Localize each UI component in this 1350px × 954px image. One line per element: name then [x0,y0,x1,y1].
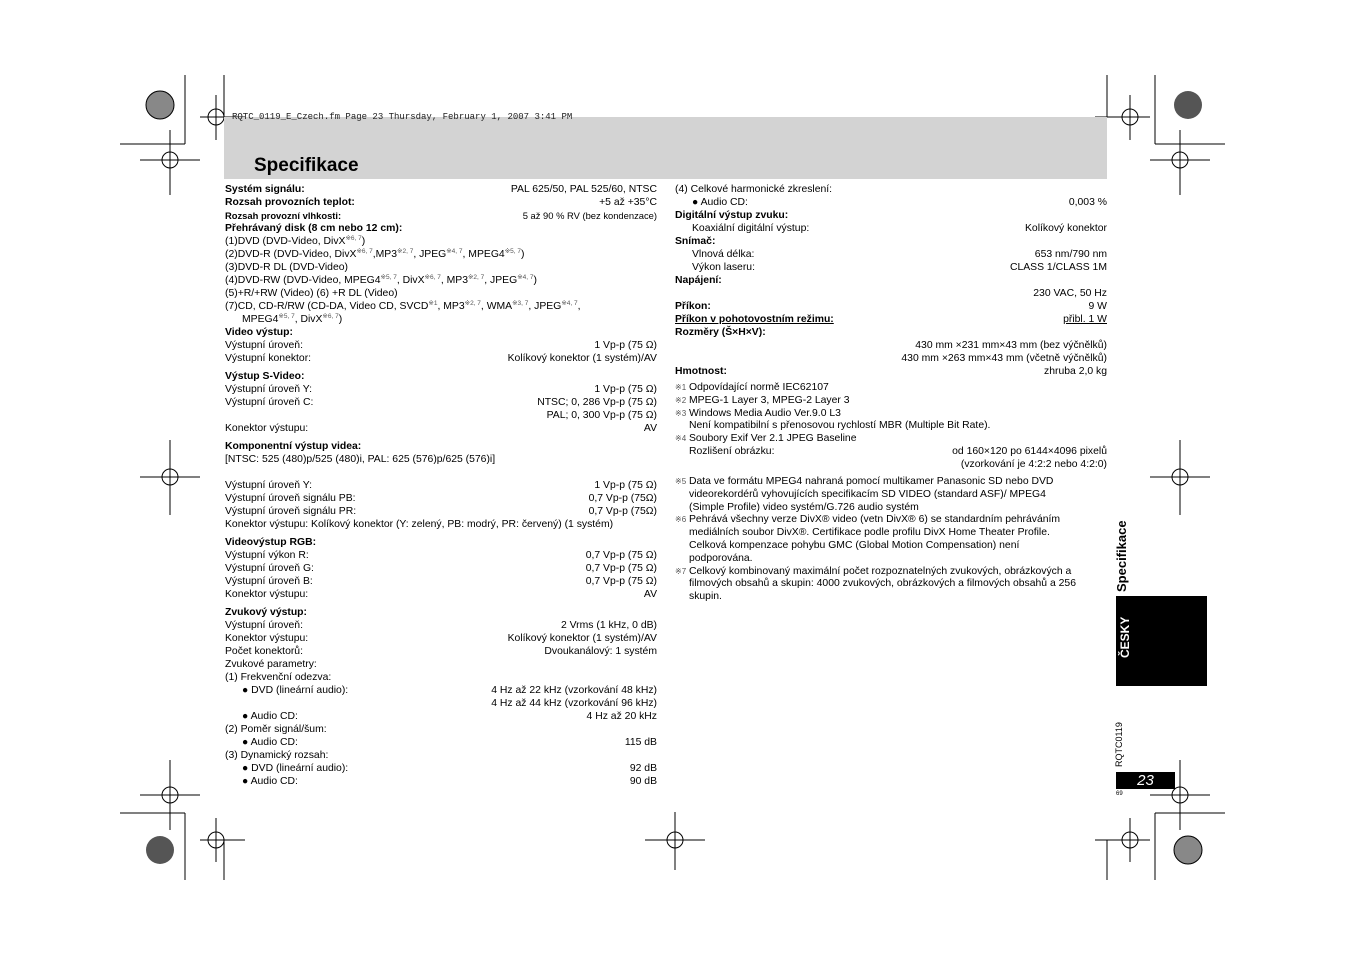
spec-row [225,697,657,710]
label-text: ● DVD (lineární audio): [242,763,349,774]
footnote-ref: ※6, 7 [322,313,339,320]
label-text: , JPEG [413,249,447,260]
spec-row [675,183,1107,196]
spec-row [225,536,657,549]
label-text: Zvukový výstup: [225,607,307,618]
footnote-mark: ※1 [675,383,687,392]
spec-row [675,352,1107,365]
label-text: Výstupní úroveň signálu PR: [225,506,357,517]
label-text: Snímač: [675,236,716,247]
doc-code-text: RQTC0119 [1114,722,1124,767]
footnote-item [675,433,1107,446]
right.rows.14-label [675,365,727,378]
label-text: Video výstup: [225,327,293,338]
spec-row [675,274,1107,287]
left.rows.30-label [225,549,309,562]
spec-value: 430 mm ×263 mm×43 mm (včetně výčnělků) [901,353,1107,364]
label-text: Výkon laseru: [692,262,755,273]
left-spec-column [225,183,657,788]
label-text: ● Audio CD: [242,776,298,787]
spec-value: 90 dB [629,776,657,787]
footnote-ref: ※5, 7 [504,248,521,255]
spec-value: 0,003 % [1068,197,1107,208]
spec-row [225,196,657,209]
spec-row [675,235,1107,248]
file-info-line: RQTC_0119_E_Czech.fm Page 23 Thursday, February 1, 2007 3:41 PM [232,112,573,122]
spec-value: přibl. 1 W [1063,314,1107,325]
spec-row [225,300,657,313]
label-text: Výstupní úroveň signálu PB: [225,493,356,504]
right.rows.4-label [675,235,715,248]
label-text: MPEG4 [242,314,279,325]
spec-value: +5 až +35°C [599,197,657,208]
spec-value: AV [643,589,657,600]
spec-value: 1 Vp-p (75 Ω) [594,340,657,351]
footnote-row [689,459,1107,472]
label-text: Výstupní úroveň Y: [225,384,313,395]
spec-row [225,736,657,749]
spec-value: NTSC; 0, 286 Vp-p (75 Ω) [537,397,657,408]
spec-value: 1 Vp-p (75 Ω) [594,480,657,491]
spec-row [675,196,1107,209]
spec-row [675,326,1107,339]
spec-value: 230 VAC, 50 Hz [1033,288,1107,299]
left.rows.24-label [225,479,312,492]
footnote-ref: ※4, 7 [517,274,534,281]
label-text: Rozměry (Š×H×V): [675,327,766,338]
spec-row [225,575,657,588]
spec-value: CLASS 1/CLASS 1M [1009,262,1107,273]
spec-row [225,440,657,453]
label-text: [NTSC: 525 (480)p/525 (480)i, PAL: 625 (576)p/625 (576)i] [225,454,496,465]
label-text: ) [520,249,525,260]
spec-value: zhruba 2,0 kg [1044,366,1107,377]
footnote-line: Soubory Exif Ver 2.1 JPEG Baseline [689,433,857,445]
spec-row [675,248,1107,261]
label-text: (5)+R/+RW (Video) (6) +R DL (Video) [225,288,398,299]
label-text: Konektor výstupu: Kolíkový konektor (Y: zelený, PB: modrý, PR: červený) (1 systém) [225,519,614,530]
spec-row [225,658,657,671]
spec-value: 5 až 90 % RV (bez kondenzace) [522,210,657,221]
label-text: , MP3 [437,301,465,312]
label-text: ) [338,314,343,325]
left.rows.15-label [225,370,304,383]
spec-value: 4 Hz až 22 kHz (vzorkování 48 kHz) [491,685,657,696]
right.rows.10-label [675,313,834,326]
spec-row [675,287,1107,300]
spec-row [225,409,657,422]
spec-row [225,775,657,788]
left.rows.4-label [225,235,365,248]
footnote-line: podporována. [689,552,753,564]
label-text: , JPEG [528,301,562,312]
spec-value: Kolíkový konektor (1 systém)/AV [507,633,657,644]
label-text: (3) Dynamický rozsah: [225,750,329,761]
label-text: Výstup S-Video: [225,371,305,382]
footnote-line: (Simple Profile) video systém/G.726 audio systém [689,501,919,513]
right-spec-column [675,183,1107,378]
spec-value: 4 Hz až 44 kHz (vzorkování 96 kHz) [491,698,657,709]
footnote-item [675,514,1107,565]
footnote-mark: ※3 [675,408,687,418]
left.rows.41-label [242,684,348,697]
label-text: Výstupní úroveň: [225,620,303,631]
spec-value: 9 W [1088,301,1107,312]
footnote-ref: ※1 [428,300,438,307]
spec-row [675,339,1107,352]
label-text: Rozsah provozních teplot: [225,197,355,208]
spec-row [225,619,657,632]
footnote-line: filmových obsahů a skupin: 4000 zvukových, obrázkových a filmových obsahů a 256 [689,578,1076,590]
spec-row [225,370,657,383]
spec-value: 0,7 Vp-p (75Ω) [588,506,657,517]
label-text: ● Audio CD: [692,197,748,208]
left.rows.44-label [225,723,327,736]
spec-row [225,684,657,697]
spec-row [225,274,657,287]
footnote-item [675,476,1107,514]
footnote-row [689,446,1107,459]
label-text: Systém signálu: [225,184,305,195]
left.rows.16-label [225,383,312,396]
footnote-ref: ※2, 7 [464,300,481,307]
left.rows.31-label [225,562,314,575]
page-number: 23 [1116,772,1175,789]
label-text: , JPEG [484,275,518,286]
footnote-ref: ※5, 7 [278,313,295,320]
spec-row [225,183,657,196]
left.rows.22-label [225,453,495,466]
spec-row [675,261,1107,274]
left.rows.39-label [225,658,317,671]
left.rows.17-label [225,396,313,409]
left.rows.38-label [225,645,303,658]
label-text: Napájení: [675,275,722,286]
right.rows.6-label [692,261,755,274]
label-text: Přehrávaný disk (8 cm nebo 12 cm): [225,223,403,234]
spec-row [225,222,657,235]
label-text: , DivX [294,314,323,325]
label-text: (4) Celkové harmonické zkreslení: [675,184,833,195]
spec-row [225,710,657,723]
language-tab [1116,596,1207,686]
label-text: (4)DVD-RW (DVD-Video, MPEG4 [225,275,381,286]
spec-row [675,365,1107,378]
label-text: Výstupní úroveň Y: [225,480,313,491]
label-text: ) [533,275,537,286]
spec-value: 430 mm ×231 mm×43 mm (bez výčnělků) [915,340,1107,351]
language-label: ČESKY [1118,616,1132,658]
label-text: Výstupní úroveň B: [225,576,313,587]
left.rows.29-label [225,536,316,549]
label-text: ● Audio CD: [242,737,298,748]
label-text: Hmotnost: [675,366,727,377]
spec-row [225,235,657,248]
left.rows.36-label [225,619,303,632]
page-title: Specifikace [254,155,359,176]
left.rows.32-label [225,575,313,588]
left.rows.37-label [225,632,308,645]
left.rows.26-label [225,505,356,518]
spec-row [225,248,657,261]
left.rows.9-label [225,300,581,313]
label-text: (3)DVD-R DL (DVD-Video) [225,262,348,273]
footnotes [675,382,1107,604]
spec-value: Kolíkový konektor [1024,223,1107,234]
footnote-line: Data ve formátu MPEG4 nahraná pomocí multikamer Panasonic SD nebo DVD [689,475,1054,487]
footnote-line: Pehrává všechny verze DivX® video (vetn DivX® 6) se standardním pehráváním [689,514,1061,526]
spec-value: 2 Vrms (1 kHz, 0 dB) [560,620,657,631]
spec-value: 115 dB [624,737,657,748]
left.rows.1-label [225,196,355,209]
spec-value: PAL 625/50, PAL 525/60, NTSC [510,184,657,195]
label-text: Počet konektorů: [225,646,303,657]
footnote-line: videorekordérů vyhovujících specifikacím SD VIDEO (standard ASF)/ MPEG4 [689,488,1046,500]
left.rows.2-label [225,209,341,222]
footnote-ref: ※2, 7 [397,248,414,255]
spec-row [225,588,657,601]
label-text: Koaxiální digitální výstup: [692,223,810,234]
spec-row [225,326,657,339]
left.rows.10-label [242,313,342,326]
spec-row [675,222,1107,235]
left.rows.13-label [225,352,311,365]
left.rows.7-label [225,274,537,287]
spec-value: 0,7 Vp-p (75 Ω) [585,563,657,574]
right.rows.5-label [692,248,754,261]
spec-value: PAL; 0, 300 Vp-p (75 Ω) [546,410,657,421]
spec-row [225,723,657,736]
label-text: Konektor výstupu: [225,589,309,600]
label-text: Výstupní konektor: [225,353,312,364]
spec-row [225,671,657,684]
label-text: (1)DVD (DVD-Video, DivX [225,236,346,247]
label-text: (2)DVD-R (DVD-Video, DivX [225,249,357,260]
spec-row [225,352,657,365]
footnote-ref: ※4, 7 [446,248,463,255]
spec-row [225,453,657,466]
left.rows.12-label [225,339,303,352]
footnote-mark: ※7 [675,566,687,576]
label-text: ● Audio CD: [242,711,298,722]
label-text: (7)CD, CD-R/RW (CD-DA, Video CD, SVCD [225,301,429,312]
left.rows.27-label [225,518,613,531]
spec-value: 653 nm/790 nm [1034,249,1107,260]
footnote-line: Celková kompenzace pohybu GMC (Global Motion Compensation) není [689,539,1020,551]
spec-row [225,549,657,562]
label-text: Vlnová délka: [692,249,755,260]
left.rows.40-label [225,671,331,684]
left.rows.35-label [225,606,307,619]
footnote-mark: ※2 [675,395,687,405]
footnote-ref: ※5, 7 [380,274,397,281]
spec-row [225,479,657,492]
label-text: Digitální výstup zvuku: [675,210,789,221]
label-text: Výstupní výkon R: [225,550,309,561]
footnote-ref: ※4, 7 [561,300,578,307]
label-text: , [577,301,581,312]
spec-row [225,762,657,775]
left.rows.0-label [225,183,305,196]
label-text: , DivX [396,275,425,286]
label-text: Zvukové parametry: [225,659,317,670]
left.rows.48-label [242,775,298,788]
spec-row [225,383,657,396]
left.rows.19-label [225,422,308,435]
spec-row [225,209,657,222]
small-page-number: 69 [1116,791,1123,797]
label-text: Konektor výstupu: [225,633,309,644]
right.rows.7-label [675,274,722,287]
spec-value: AV [643,423,657,434]
spec-value: 92 dB [629,763,657,774]
left.rows.8-label [225,287,398,300]
footnote-row-label: Rozlišení obrázku: [689,445,775,457]
left.rows.33-label [225,588,308,601]
footnote-line: Odpovídající normě IEC62107 [689,382,829,393]
left.rows.46-label [225,749,328,762]
footnote-line: Celkový kombinovaný maximální počet rozpoznatelných zvukových, obrázkových a [689,565,1072,577]
spec-row [675,209,1107,222]
label-text: (2) Poměr signál/šum: [225,724,327,735]
spec-row [225,287,657,300]
footnote-mark: ※4 [675,434,687,444]
footnote-item [675,446,1107,472]
footnote-line: Windows Media Audio Ver.9.0 L3 [689,407,841,419]
spec-row [225,749,657,762]
spec-row [225,562,657,575]
spec-row [225,466,657,479]
footnote-item [675,566,1107,604]
spec-value: 0,7 Vp-p (75 Ω) [585,550,657,561]
footnote-line: skupin. [689,591,722,603]
footnote-ref: ※3, 7 [512,300,529,307]
spec-value: Kolíkový konektor (1 systém)/AV [507,353,657,364]
left.rows.11-label [225,326,293,339]
label-text: , MP3 [440,275,468,286]
footnote-ref: ※6, 7 [424,274,441,281]
left.rows.47-label [242,762,348,775]
right.rows.3-label [692,222,809,235]
spec-value: 1 Vp-p (75 Ω) [594,384,657,395]
footnote-row-value: (vzorkování je 4:2:2 nebo 4:2:0) [960,458,1107,470]
label-text: , WMA [480,301,513,312]
label-text: ,MP3 [372,249,398,260]
left.rows.21-label [225,440,361,453]
label-text: Výstupní úroveň: [225,340,303,351]
label-text: (1) Frekvenční odezva: [225,672,332,683]
footnote-item [675,408,1107,434]
left.rows.43-label [242,710,298,723]
spec-row [225,422,657,435]
spec-row [225,606,657,619]
footnote-mark: ※6 [675,515,687,525]
label-text: Výstupní úroveň C: [225,397,314,408]
spec-value: Dvoukanálový: 1 systém [544,646,657,657]
right.rows.0-label [675,183,832,196]
label-text: ● DVD (lineární audio): [242,685,349,696]
footnote-row-value: od 160×120 po 6144×4096 pixelů [952,445,1107,457]
footnote-ref: ※2, 7 [467,274,485,281]
label-text: Příkon: [675,301,711,312]
label-text: Rozsah provozní vlhkosti: [225,210,342,221]
footnote-line: MPEG-1 Layer 3, MPEG-2 Layer 3 [689,394,850,406]
footnote-ref: ※6, 7 [356,248,373,255]
footnote-item [675,382,1107,395]
footnote-ref: ※6, 7 [345,235,362,242]
footnote-line: Není kompatibilní s přenosovou rychlostí MBR (Multiple Bit Rate). [689,420,991,432]
spec-row [225,645,657,658]
label-text: Výstupní úroveň G: [225,563,314,574]
label-text: Příkon v pohotovostním režimu: [675,314,834,325]
spec-row [225,339,657,352]
left.rows.3-label [225,222,402,235]
spec-row [225,396,657,409]
footnote-line: mediálních soubor DivX®. Certifikace podle profilu DivX Home Theater Profile. [689,527,1050,539]
footnote-item [675,395,1107,408]
spec-value: 0,7 Vp-p (75 Ω) [585,576,657,587]
spec-value: 4 Hz až 20 kHz [586,711,657,722]
spec-row [225,313,657,326]
footnote-mark: ※5 [675,476,687,486]
label-text: Konektor výstupu: [225,423,309,434]
label-text: ) [361,236,366,247]
right.rows.1-label [692,196,748,209]
spec-row [225,261,657,274]
left.rows.45-label [242,736,298,749]
right.rows.11-label [675,326,766,339]
spec-row [675,300,1107,313]
label-text: Videovýstup RGB: [225,537,317,548]
spec-row [225,505,657,518]
left.rows.25-label [225,492,356,505]
spec-row [225,518,657,531]
spec-row [675,313,1107,326]
spec-row [225,492,657,505]
left.rows.5-label [225,248,524,261]
left.rows.6-label [225,261,348,274]
spec-value: 0,7 Vp-p (75Ω) [588,493,657,504]
spec-row [225,632,657,645]
right.rows.9-label [675,300,711,313]
section-side-label-text: Specifikace [1114,520,1129,592]
label-text: , MPEG4 [462,249,505,260]
right.rows.2-label [675,209,788,222]
label-text: Komponentní výstup videa: [225,441,362,452]
